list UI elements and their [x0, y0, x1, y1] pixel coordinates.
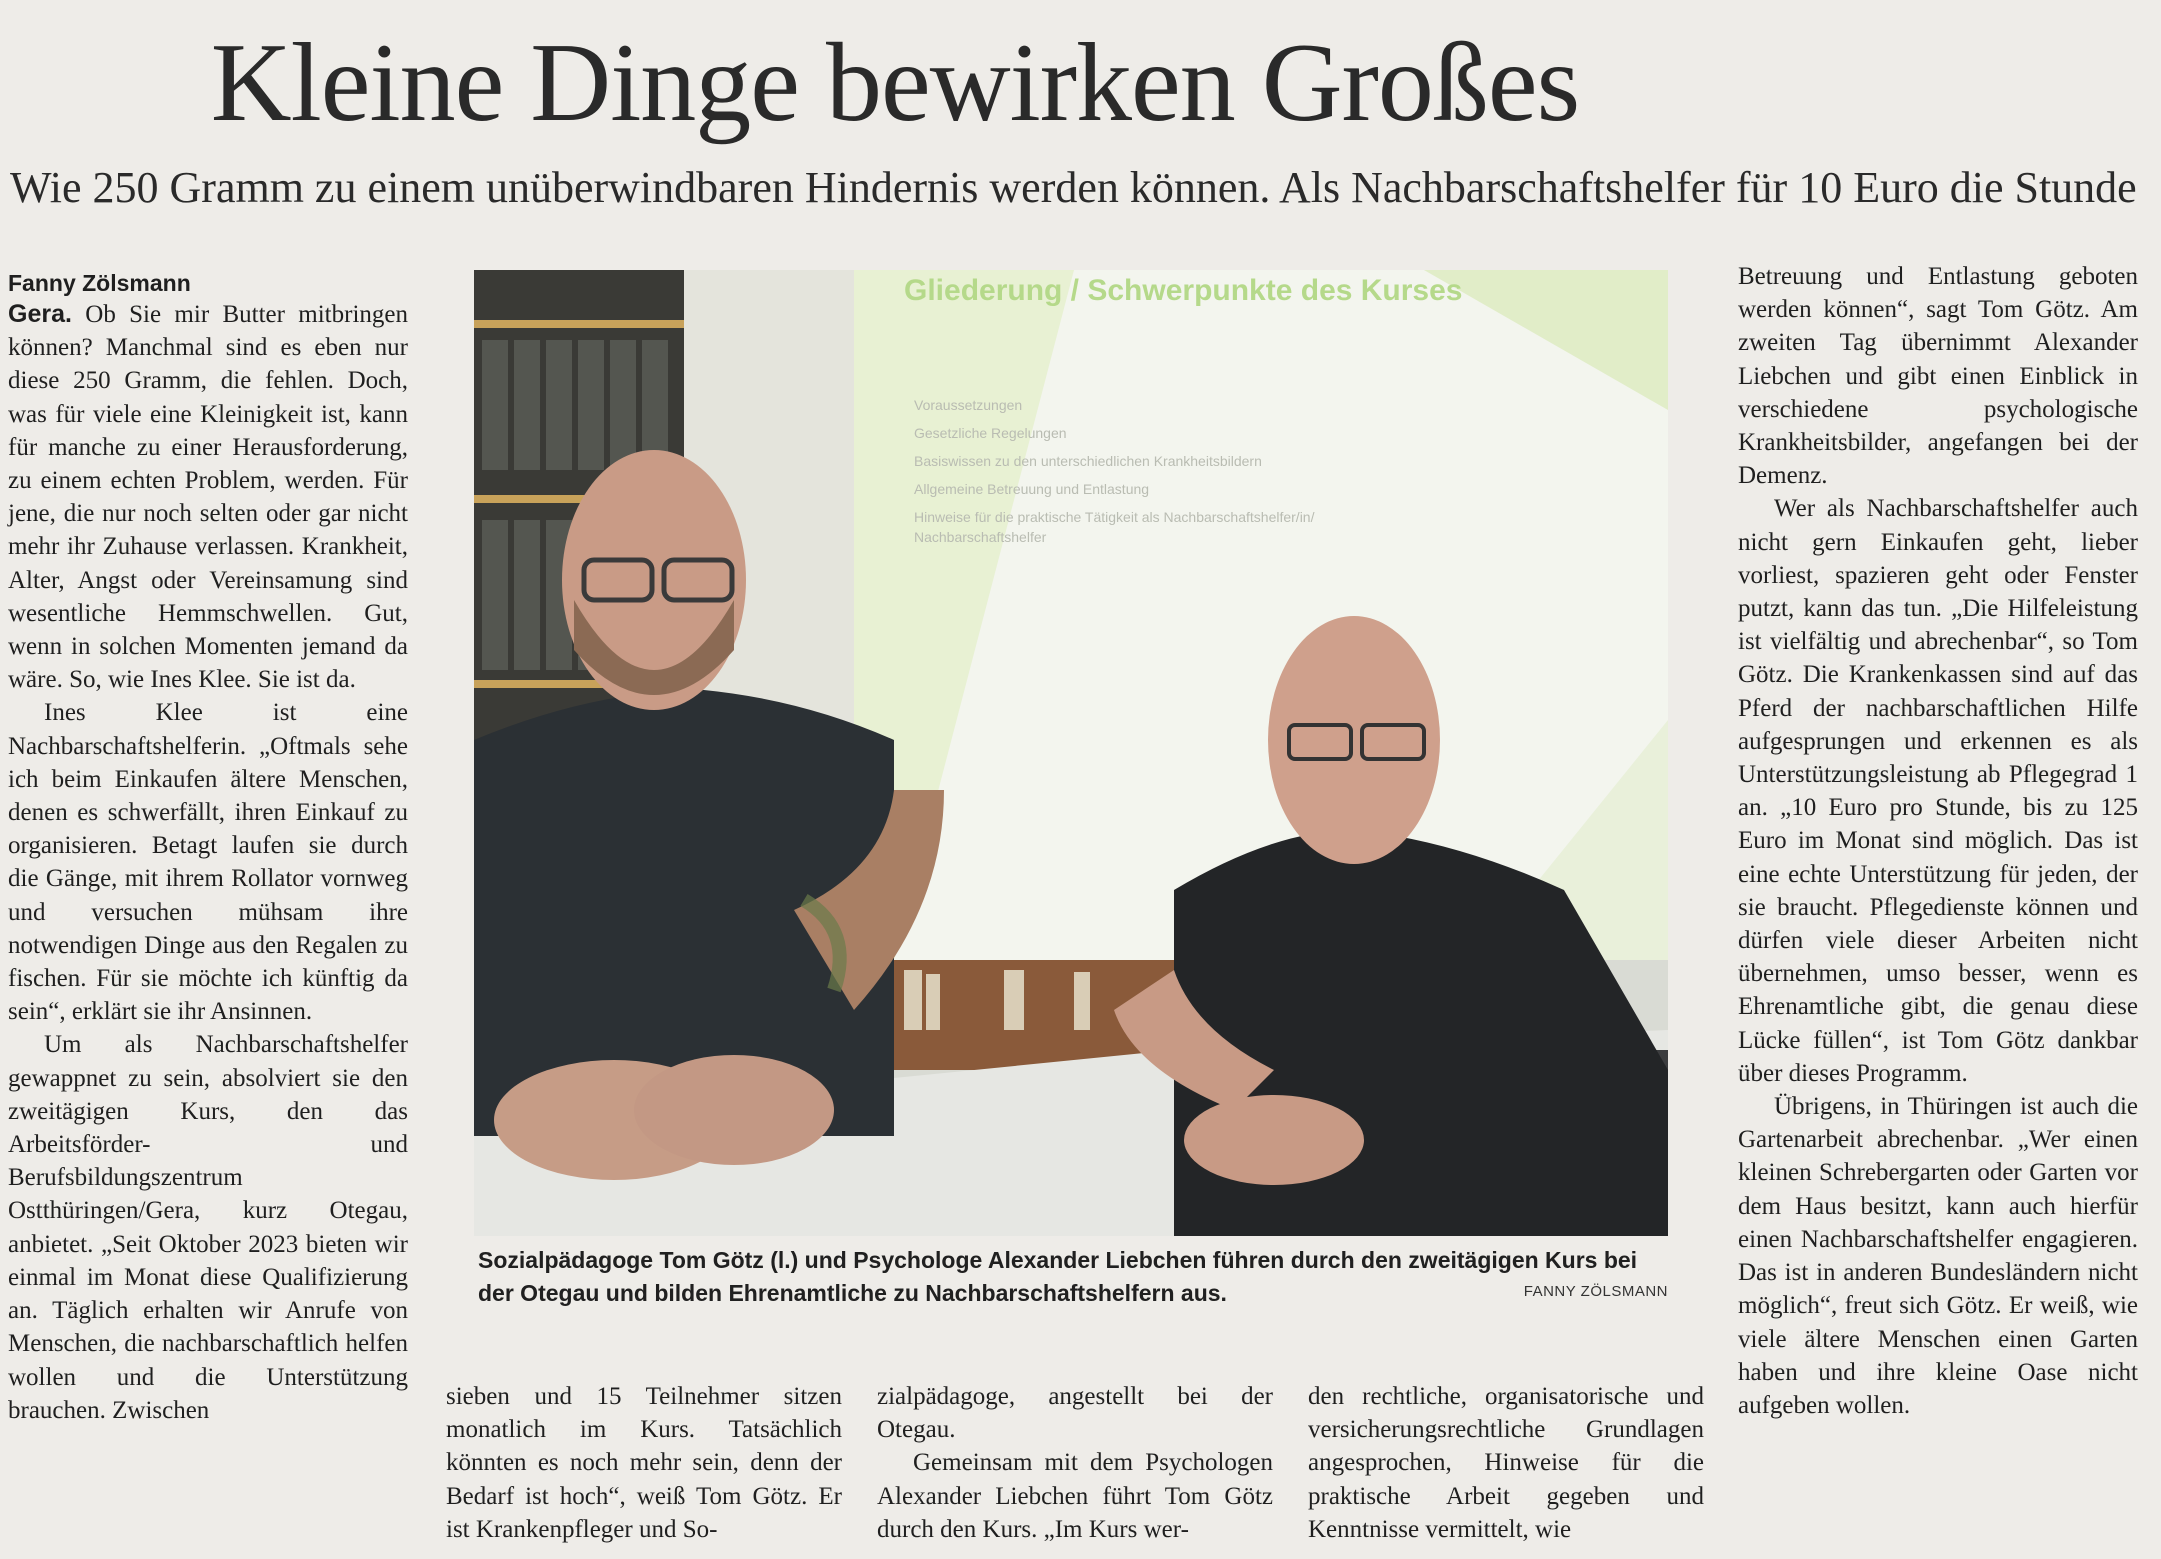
paragraph: Betreuung und Entlastung geboten werden können“, sagt Tom Götz. Am zweiten Tag übernimmt Alexander Liebchen und gibt einen Einblick in verschiedene psychologische Krankheitsbilder, angefangen bei der Demenz. [1738, 263, 2138, 490]
slide-item: Nachbarschaftshelfer [914, 529, 1047, 545]
slide-title: Gliederung / Schwerpunkte des Kurses [904, 274, 1463, 307]
article-column-2 [446, 1380, 842, 1546]
slide-item: Allgemeine Betreuung und Entlastung [914, 481, 1150, 497]
article-column-4 [1308, 1380, 1704, 1546]
photo-illustration [474, 270, 1668, 1236]
author-byline: Fanny Zölsmann [8, 270, 191, 296]
paragraph: Ines Klee ist eine Nachbarschaftshelferin. „Oftmals sehe ich beim Einkaufen ältere Menschen, denen es schwerfällt, ihren Einkauf zu organisieren. Betagt laufen sie durch die Gänge, mit ihrem Rollator vornweg und versuchen mühsam ihre notwendigen Dinge aus den Regalen zu fischen. Für sie möchte ich künftig da sein“, erklärt sie ihr Ansinnen. [8, 699, 408, 1026]
article-column-5 [1738, 260, 2138, 1422]
headline: Kleine Dinge bewirken Großes [210, 21, 1580, 145]
paragraph: sieben und 15 Teilnehmer sitzen monatlich im Kurs. Tatsächlich könnten es noch mehr sein, denn der Bedarf ist hoch“, weiß Tom Götz. Er ist Krankenpfleger und So- [446, 1383, 842, 1543]
photo-caption: Sozialpädagoge Tom Götz (l.) und Psychologe Alexander Liebchen führen durch den zweitägigen Kurs bei der Otegau und bilden Ehrenamtliche zu Nachbarschaftshelfern aus. [478, 1247, 1638, 1306]
paragraph: Gemeinsam mit dem Psychologen Alexander Liebchen führt Tom Götz durch den Kurs. „Im Kurs wer- [877, 1449, 1273, 1543]
paragraph: Um als Nachbarschaftshelfer gewappnet zu sein, absolviert sie den zweitägigen Kurs, den das Arbeitsförder- und Berufsbildungszentrum Ostthüringen/Gera, kurz Otegau, anbietet. „Seit Oktober 2023 bieten wir einmal im Monat diese Qualifizierung an. Täglich erhalten wir Anrufe von Menschen, die nachbarschaftlich helfen wollen und die Unterstützung brauchen. Zwischen [8, 1031, 408, 1424]
slide-item: Hinweise für die praktische Tätigkeit als Nachbarschaftshelfer/in/ [914, 509, 1315, 525]
article-photo [474, 270, 1668, 1236]
paragraph-text: Ob Sie mir Butter mitbringen können? Manchmal sind es eben nur diese 250 Gramm, die fehlen. Doch, was für viele eine Kleinigkeit ist, kann für manche zu einer Herausforderung, zu einem echten Problem, werden. Für jene, die nur noch selten oder gar nicht mehr ihr Zuhause verlassen. Krankheit, Alter, Angst oder Vereinsamung sind wesentliche Hemmschwellen. Gut, wenn in solchen Momenten jemand da wäre. So, wie Ines Klee. Sie ist da. [8, 301, 408, 694]
paragraph [8, 298, 408, 696]
dateline: Gera. [8, 300, 72, 328]
photo-credit: FANNY ZÖLSMANN [1523, 1283, 1668, 1300]
slide-item: Gesetzliche Regelungen [914, 425, 1067, 441]
article-column-3 [877, 1380, 1273, 1546]
slide-item: Basiswissen zu den unterschiedlichen Krankheitsbildern [914, 453, 1262, 469]
paragraph: den rechtliche, organisatorische und versicherungsrechtliche Grundlagen angesprochen, Hinweise für die praktische Arbeit gegeben und Kenntnisse vermittelt, wie [1308, 1383, 1704, 1543]
paragraph: zialpädagoge, angestellt bei der Otegau. [877, 1383, 1273, 1444]
subheadline: Wie 250 Gramm zu einem unüberwindbaren Hindernis werden können. Als Nachbarschaftshelfer für 10 Euro die Stunde [10, 163, 2137, 212]
article-column-1 [8, 268, 408, 1427]
paragraph: Wer als Nachbarschaftshelfer auch nicht gern Einkaufen geht, lieber vorliest, spazieren geht oder Fenster putzt, kann das tun. „Die Hilfeleistung ist vielfältig und abrechenbar“, so Tom Götz. Die Krankenkassen sind auf das Pferd der nachbarschaftlichen Hilfe aufgesprungen und erkennen es als Unterstützungsleistung ab Pflegegrad 1 an. „10 Euro pro Stunde, bis zu 125 Euro im Monat sind möglich. Das ist eine echte Unterstützung für jeden, der sie braucht. Pflegedienste können und dürfen viele dieser Arbeiten nicht übernehmen, umso besser, wenn es Ehrenamtliche gibt, die genau diese Lücke füllen“, ist Tom Götz dankbar über dieses Programm. [1738, 495, 2138, 1087]
paragraph: Übrigens, in Thüringen ist auch die Gartenarbeit abrechenbar. „Wer einen kleinen Schrebergarten oder Garten vor dem Haus besitzt, kann auch hierfür einen Nachbarschaftshelfer engagieren. Das ist in anderen Bundesländern nicht möglich“, freut sich Götz. Er weiß, wie viele ältere Menschen einen Garten haben und ihre kleine Oase nicht aufgeben wollen. [1738, 1093, 2138, 1419]
slide-item: Voraussetzungen [914, 397, 1023, 413]
